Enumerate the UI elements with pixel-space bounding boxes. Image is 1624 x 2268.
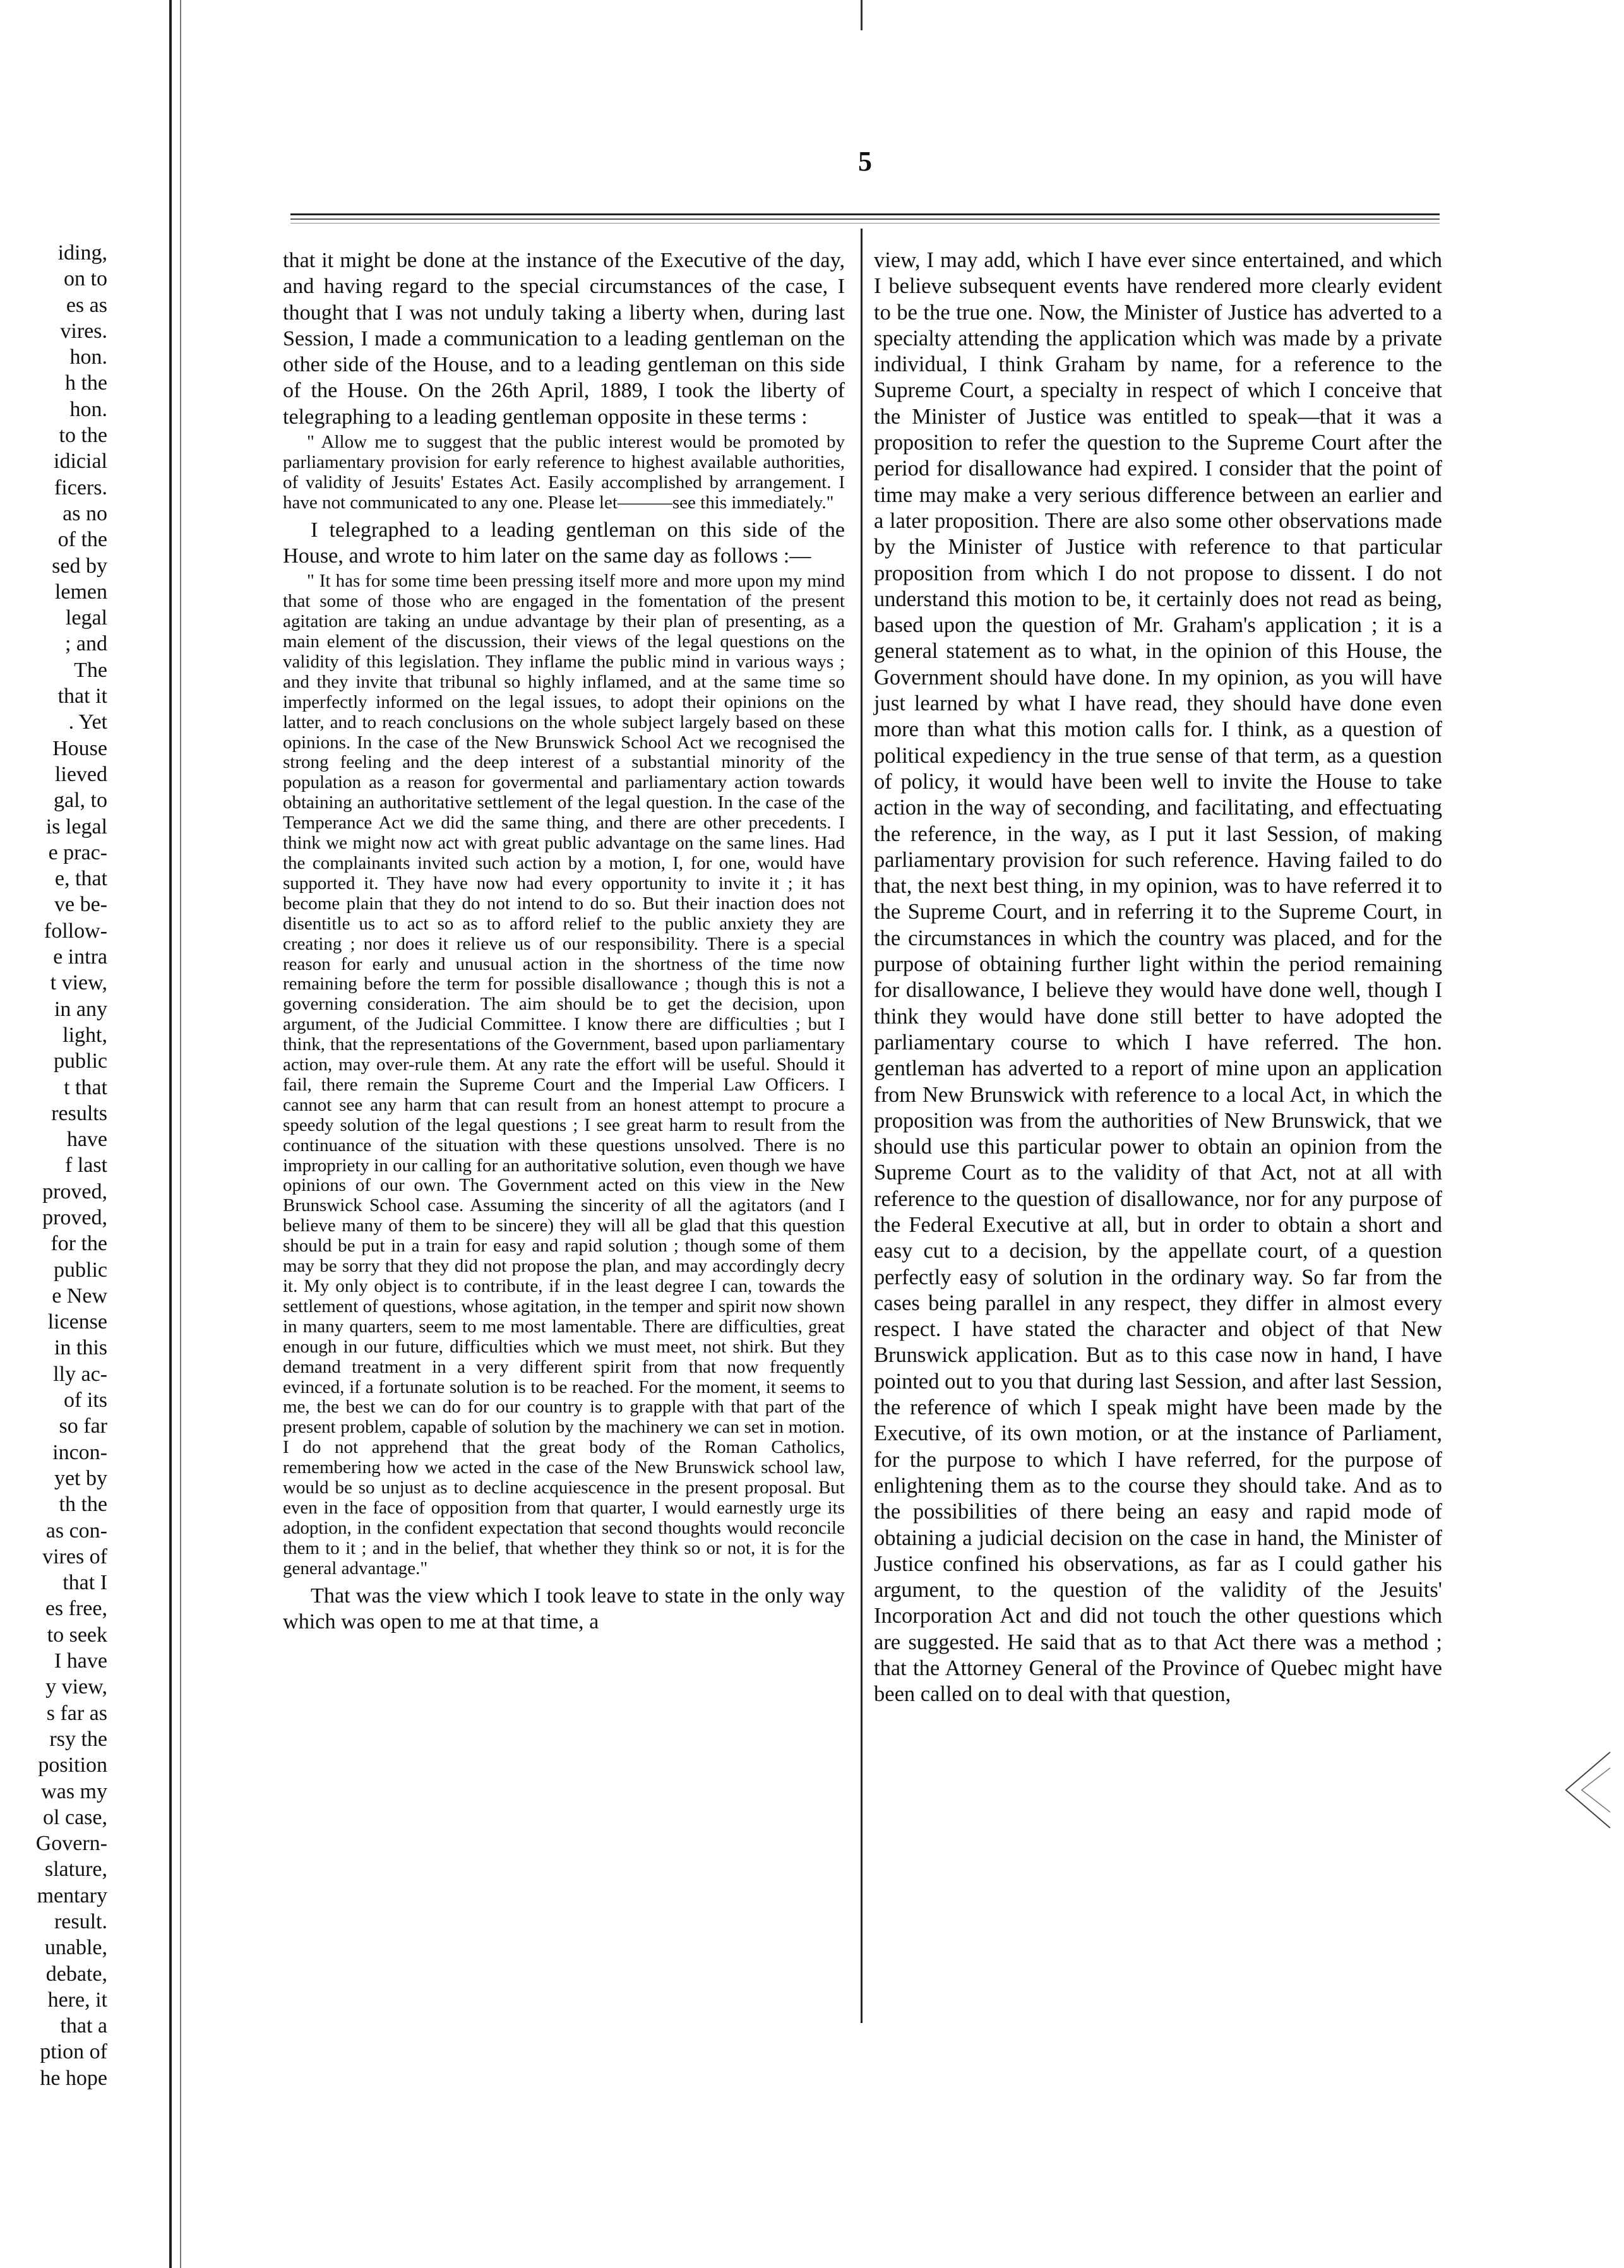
- fragment-line: lieved: [54, 762, 107, 786]
- fragment-line: that I: [63, 1571, 107, 1595]
- fragment-line: es free,: [45, 1597, 107, 1621]
- fragment-line: debate,: [45, 1962, 107, 1986]
- fragment-line: incon-: [52, 1440, 107, 1464]
- fragment-line: s far as: [46, 1701, 107, 1725]
- fragment-line: e intra: [53, 945, 107, 969]
- fragment-line: hon.: [69, 397, 107, 421]
- page-number: 5: [858, 146, 872, 177]
- fragment-line: vires.: [60, 319, 107, 343]
- fragment-line: iding,: [57, 241, 107, 265]
- fragment-line: . Yet: [68, 710, 107, 734]
- fragment-line: h the: [64, 371, 107, 395]
- right-paragraph-1: view, I may add, which I have ever since entertained, and which I believe subsequent events have rendered more clearly evident to be the true one. Now, the Minister of Justice has adverted to a specialty attending the application which was made by a private individual, I think Graham by name, for a reference to the Supreme Court, a specialty in respect of which I conceive that the Minister of Justice was entitled to speak—that it was a proposition to refer the question to the Supreme Court after the period for disallowance had expired. I consider that the point of time may make a very serious difference between an earlier and a later proposition. There are also some other observations made by the Minister of Justice with reference to that particular proposition from which I do not propose to dissent. I do not understand this motion to be, it certainly does not read as being, based upon the question of Mr. Graham's application ; it is a general statement as to what, in the opinion of this House, the Government should have done. In my opinion, as you will have just learned by what I have read, they should have done even more than what this motion calls for. I think, as a question of political expediency in the true sense of that term, as a question of policy, it would have been well to invite the House to take action in the way of seconding, and facilitating, and effectuating the reference, in the way, as I put it last Session, of making parliamentary provision for such reference. Having failed to do that, the next best thing, in my opinion, was to have referred it to the Supreme Court, and in referring it to the Supreme Court, in the circumstances in which the country was placed, and for the purpose of obtaining further light within the period remaining for disallowance, I believe they would have done well, though I think they would have done still better to have adopted the parliamentary course to which I have referred. The hon. gentleman has adverted to a report of mine upon an application from New Brunswick with reference to a local Act, in which the proposition was from the authorities of New Brunswick, that we should use this particular power to obtain an opinion from the Supreme Court as to the validity of that Act, not at all with reference to the question of disallowance, nor for any purpose of the Federal Executive at all, but in order to obtain a short and easy cut to a decision, by the appellate court, of a question perfectly easy of solution in the ordinary way. So far from the cases being parallel in any respect, they differ in almost every respect. I have stated the character and object of that New Brunswick application. But as to this case now in hand, I have pointed out to you that during last Session, and after last Session, the reference of which I speak might have been made by the Executive, of its own motion, or at the instance of Parliament, for the purpose to which I have referred, for the purpose of enlightening them as to the course they should take. And as to the possibilities of there being an easy and rapid mode of obtaining a judicial decision on the case in hand, the Minister of Justice confined his observations, as far as I could gather his argument, to the question of the validity of the Jesuits' Incorporation Act and did not touch the other questions which are suggested. He said that as to that Act there was a method ; that the Attorney General of the Province of Quebec might have been called on to deal with that question,: [874, 248, 1442, 1707]
- header-rule: [290, 213, 1440, 215]
- fragment-line: t that: [64, 1075, 107, 1099]
- fragment-line: of its: [64, 1388, 107, 1412]
- fragment-line: as no: [63, 501, 107, 525]
- fragment-line: vires of: [42, 1544, 107, 1568]
- fragment-line: I have: [54, 1649, 107, 1673]
- fragment-line: license: [47, 1310, 107, 1334]
- fragment-line: ; and: [64, 632, 107, 656]
- letter-quote: " It has for some time been pressing itself more and more upon my mind that some of those who are engaged in the fomentation of the present agitation are taking an undue advantage by their plan of presenting, as a main element of the discussion, their views of the legal questions on the validity of this legislation. They inflame the public mind in various ways ; and they invite that tribunal so highly inflamed, and at the same time so imperfectly informed on the legal issues, to adopt their opinions on the latter, and to reach conclusions on the whole subject largely based on these opinions. In the case of the New Brunswick School Act we recognised the strong feeling and the deep interest of a substantial minority of the population as a reason for govermental and parliamentary action towards obtaining an authoritative settlement of the legal question. In the case of the Temperance Act we did the same thing, and there are other precedents. I think we might now act with great public advantage on the same lines. Had the complainants invited such action by a motion, I, for one, would have supported it. They have now had every opportunity to invite it ; it has become plain that they do not intend to do so. But their inaction does not disentitle us to act so as to afford relief to the public anxiety they are creating ; nor does it relieve us of our responsibility. There is a special reason for early and unusual action in the shortness of the time now remaining before the term for possible disallowance ; though this is not a governing consideration. The aim should be to get the decision, upon argument, of the Judicial Committee. I know there are difficulties ; but I think, that the representations of the Government, based upon parliamentary action, may over-rule them. At any rate the effort will be useful. Should it fail, there remain the Supreme Court and the Imperial Law Officers. I cannot see any harm that can result from an honest attempt to procure a speedy solution of the legal questions ; I see great harm to result from the continuance of the situation with these questions unsolved. There is no impropriety in our calling for an authoritative solution, even though we have opinions of our own. The Government acted on this view in the New Brunswick School case. Assuming the sincerity of all the agitators (and I believe many of them to be sincere) they will all be glad that this question should be put in a train for easy and rapid solution ; though some of them may be sorry that they did not propose the plan, and may accordingly decry it. My only object is to contribute, if in the least degree I can, towards the settlement of questions, whose agitation, in the temper and spirit now shown in many quarters, seem to me most lamentable. There are difficulties, great enough in our future, difficulties which we must meet, not shirk. But they demand treatment in a very different spirit from that now frequently evinced, if a fortunate solution is to be reached. For the moment, it seems to me, the best we can do for our country is to grapple with that part of the present problem, capable of solution by the machinery we can set in motion. I do not apprehend that the great body of the Roman Catholics, remembering how we acted in the case of the New Brunswick school law, would be so unjust as to decline acquiescence in the present proposal. But even in the face of opposition from that quarter, I would earnestly urge its adoption, in the confident expectation that second thoughts would reconcile them to it ; and in the belief, that whether they think so or not, it is for the general advantage.": [283, 571, 845, 1579]
- fragment-line: slature,: [44, 1858, 107, 1882]
- fragment-line: gal, to: [54, 789, 107, 813]
- fragment-line: Govern-: [35, 1832, 107, 1856]
- fragment-line: legal: [65, 606, 107, 630]
- fragment-line: f last: [64, 1154, 107, 1178]
- fragment-line: proved,: [42, 1179, 107, 1203]
- fragment-line: position: [38, 1753, 107, 1777]
- fragment-line: ve be-: [54, 893, 107, 917]
- right-column: [874, 248, 1442, 1708]
- fragment-line: to the: [59, 424, 107, 448]
- fragment-line: public: [54, 1258, 107, 1282]
- fragment-line: House: [52, 736, 107, 760]
- fragment-line: sed by: [52, 554, 107, 578]
- fragment-line: to seek: [47, 1623, 107, 1647]
- fragment-line: as con-: [45, 1519, 107, 1543]
- telegram-quote: " Allow me to suggest that the public interest would be promoted by parliamentary provision for early reference to highest available authorities, of validity of Jesuits' Estates Act. Easily accomplished by arrangement. I have not communicated to any one. Please let———see this immediately.": [283, 432, 845, 513]
- fragment-line: idicial: [54, 450, 107, 474]
- fragment-line: public: [54, 1049, 107, 1073]
- fragment-line: ol case,: [43, 1805, 107, 1829]
- fragment-line: mentary: [37, 1883, 107, 1907]
- page-edge-fold-icon: [1553, 1749, 1616, 1831]
- fragment-line: that a: [60, 2014, 107, 2038]
- fragment-line: lly ac-: [53, 1362, 107, 1386]
- fragment-line: have: [66, 1128, 107, 1152]
- header-rule-tertiary: [290, 223, 1440, 224]
- fragment-line: so far: [59, 1414, 107, 1438]
- fragment-line: unable,: [44, 1936, 107, 1960]
- fragment-line: he hope: [40, 2066, 107, 2090]
- gutter-line: [169, 0, 172, 2268]
- top-edge-mark: [861, 0, 863, 30]
- left-column: [283, 248, 845, 1635]
- fragment-line: that it: [57, 684, 107, 708]
- fragment-line: rsy the: [49, 1727, 107, 1751]
- fragment-line: was my: [41, 1779, 107, 1803]
- fragment-line: yet by: [54, 1466, 107, 1490]
- fragment-line: lemen: [54, 580, 107, 604]
- fragment-line: t view,: [50, 971, 107, 995]
- fragment-line: e, that: [54, 867, 107, 891]
- column-divider: [861, 229, 863, 2023]
- fragment-line: on to: [64, 267, 107, 291]
- fragment-line: results: [51, 1101, 107, 1125]
- fragment-line: of the: [57, 528, 107, 552]
- fragment-line: e prac-: [48, 840, 107, 864]
- fragment-line: is legal: [45, 815, 107, 839]
- left-paragraph-3: That was the view which I took leave to state in the only way which was open to me at that time, a: [283, 1584, 845, 1633]
- fragment-line: in this: [54, 1336, 107, 1360]
- fragment-line: result.: [54, 1910, 107, 1933]
- left-paragraph-2: I telegraphed to a leading gentleman on this side of the House, and wrote to him later on the same day as follows :—: [283, 518, 845, 568]
- fragment-line: th the: [59, 1493, 107, 1517]
- left-paragraph-1: that it might be done at the instance of the Executive of the day, and having regard to the special circumstances of the case, I thought that I was not unduly taking a liberty when, during last Session, I made a communication to a leading gentleman on the other side of the House, and to a leading gentleman on this side of the House. On the 26th April, 1889, I took the liberty of telegraphing to a leading gentleman opposite in these terms :: [283, 249, 845, 429]
- fragment-line: for the: [51, 1232, 107, 1256]
- fragment-line: in any: [54, 997, 107, 1021]
- fragment-line: light,: [63, 1023, 107, 1047]
- header-rule-secondary: [290, 218, 1440, 220]
- fragment-line: ption of: [40, 2040, 107, 2064]
- fragment-line: The: [74, 658, 107, 682]
- gutter-line-inner: [180, 0, 181, 2268]
- previous-page-fragment: [0, 240, 107, 2090]
- fragment-line: es as: [66, 293, 107, 317]
- fragment-line: here, it: [47, 1988, 107, 2012]
- fragment-line: proved,: [42, 1205, 107, 1229]
- fragment-line: ficers.: [54, 475, 107, 499]
- fragment-line: follow-: [44, 919, 107, 943]
- fragment-line: hon.: [69, 345, 107, 369]
- fragment-line: y view,: [45, 1675, 107, 1699]
- fragment-line: e New: [52, 1284, 107, 1308]
